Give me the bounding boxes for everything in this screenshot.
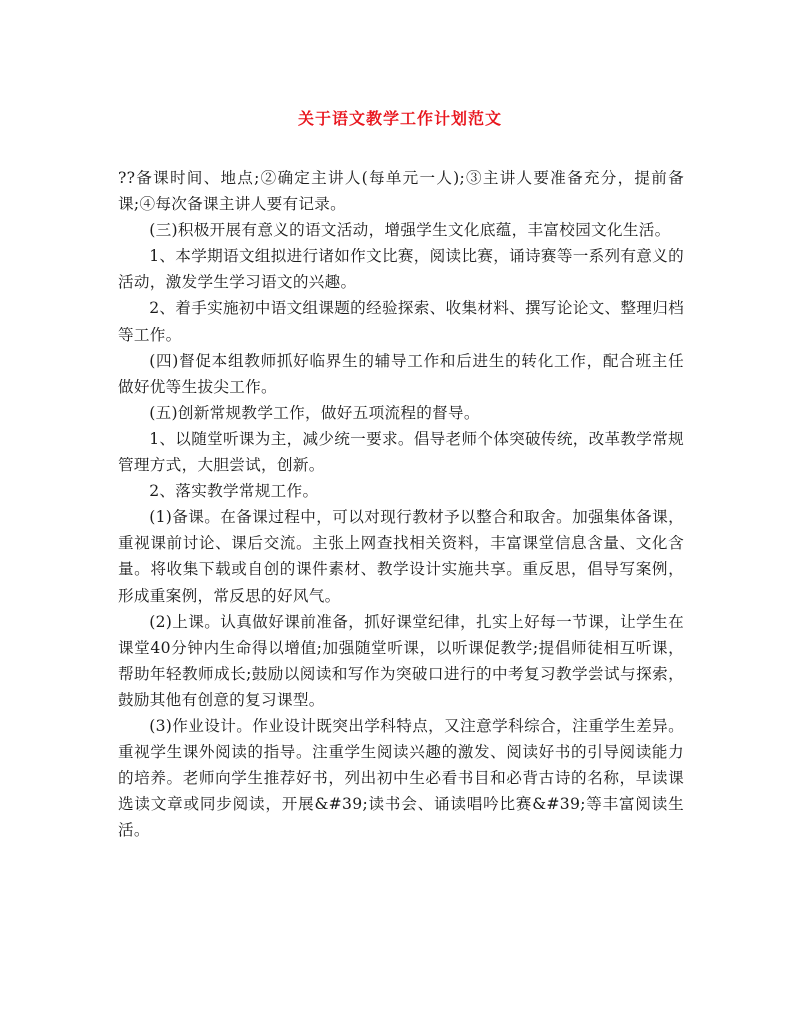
- paragraph: (五)创新常规教学工作，做好五项流程的督导。: [149, 403, 480, 422]
- paragraph: ??备课时间、地点;②确定主讲人(每单元一人);③主讲人要准备充分，提前备课;④每次备课主讲人要有记录。: [118, 169, 684, 214]
- document-title: 关于语文教学工作计划范文: [297, 109, 502, 128]
- paragraph: 2、落实教学常规工作。: [149, 482, 319, 501]
- paragraph: 1、以随堂听课为主，减少统一要求。倡导老师个体突破传统，改革教学常规管理方式，大胆尝试，创新。: [118, 429, 684, 475]
- paragraph: (三)积极开展有意义的语文活动，增强学生文化底蕴，丰富校园文化生活。: [149, 221, 671, 240]
- paragraph: (四)督促本组教师抓好临界生的辅导工作和后进生的转化工作，配合班主任做好优等生拔尖工作。: [118, 351, 684, 396]
- paragraph: (3)作业设计。作业设计既突出学科特点，又注意学科综合，注重学生差异。重视学生课外阅读的指导。注重学生阅读兴趣的激发、阅读好书的引导阅读能力的培养。老师向学生推荐好书，列出初中生必看书目和必背古诗的名称，早读课选读文章或同步阅读，开展&#39;读书会、诵读唱吟比赛&#39;等丰富阅读生活。: [118, 716, 684, 840]
- paragraph: (2)上课。认真做好课前准备，抓好课堂纪律，扎实上好每一节课，让学生在课堂40分钟内生命得以增值;加强随堂听课，以听课促教学;提倡师徒相互听课，帮助年轻教师成长;鼓励以阅读和写作为突破口进行的中考复习教学尝试与探索，鼓励其他有创意的复习课型。: [118, 612, 684, 709]
- paragraph: (1)备课。在备课过程中，可以对现行教材予以整合和取舍。加强集体备课，重视课前讨论、课后交流。主张上网查找相关资料，丰富课堂信息含量、文化含量。将收集下载或自创的课件素材、教学设计实施共享。重反思，倡导写案例，形成重案例，常反思的好风气。: [118, 508, 684, 605]
- paragraph: 2、着手实施初中语文组课题的经验探索、收集材料、撰写论论文、整理归档等工作。: [118, 299, 684, 344]
- paragraph: 1、本学期语文组拟进行诸如作文比赛，阅读比赛，诵诗赛等一系列有意义的活动，激发学生学习语文的兴趣。: [118, 247, 684, 292]
- document-body: [118, 165, 684, 843]
